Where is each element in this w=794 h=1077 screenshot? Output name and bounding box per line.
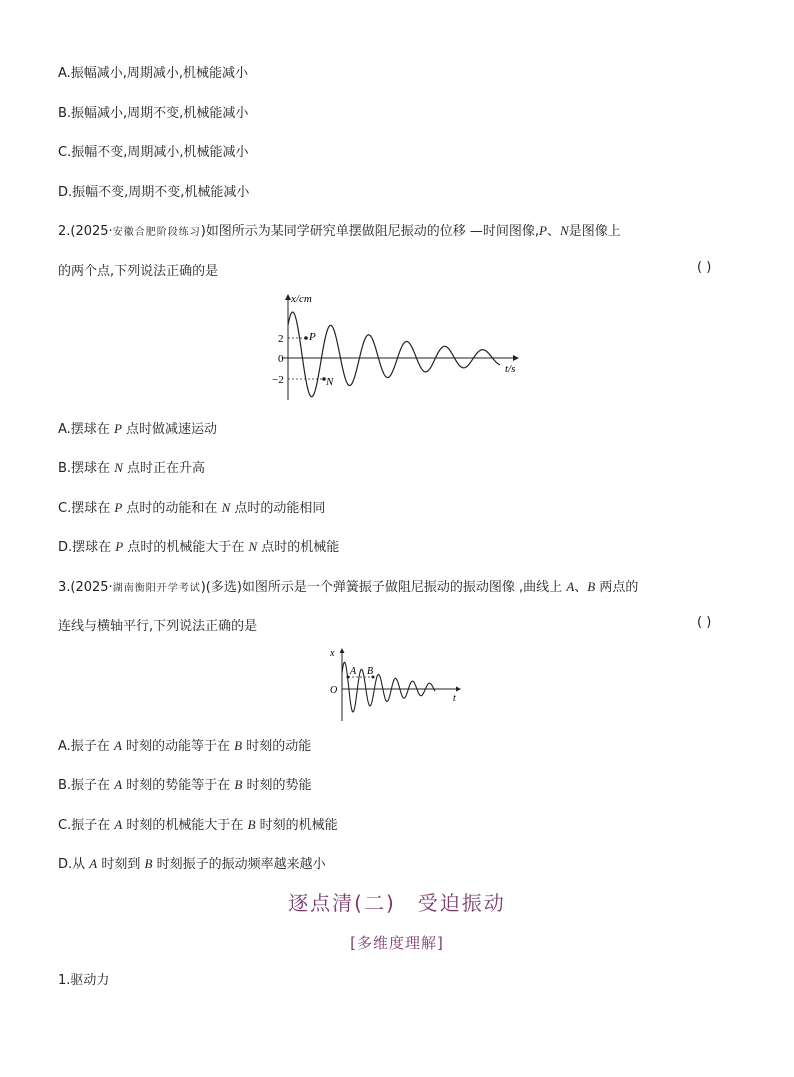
q2-opt-c-post: 点时的动能相同 bbox=[230, 501, 326, 516]
q3-opt-b-pre: B.振子在 bbox=[58, 778, 115, 793]
q3-opt-d-var2: B bbox=[144, 856, 153, 871]
q2-stem-end: 是图像上 bbox=[568, 224, 621, 239]
q3-option-a bbox=[58, 735, 311, 754]
q2-option-b bbox=[58, 457, 205, 476]
option-c-prev: C.振幅不变,周期减小,机械能减小 bbox=[58, 145, 249, 160]
q2-opt-b-pre: B.摆球在 bbox=[58, 461, 115, 476]
section-title: 逐点清(二) 受迫振动 bbox=[288, 891, 506, 915]
q3-option-d bbox=[58, 853, 326, 872]
q2-x-label: t/s bbox=[505, 363, 516, 375]
q2-stem-text: )如图所示为某同学研究单摆做阻尼振动的位移 —时间图像, bbox=[200, 224, 540, 239]
q3-point-b: B bbox=[367, 666, 374, 677]
q3-opt-c-post: 时刻的机械能 bbox=[255, 818, 338, 833]
q2-var-p: P bbox=[539, 223, 547, 238]
q3-var-a: A bbox=[566, 579, 575, 594]
q3-sep: 、 bbox=[574, 580, 588, 595]
q3-stem-line2: 连线与横轴平行,下列说法正确的是 bbox=[58, 619, 258, 634]
q3-opt-c-var2: B bbox=[247, 817, 256, 832]
q3-opt-a-mid: 时刻的动能等于在 bbox=[121, 739, 235, 754]
q3-stem-text: )(多选)如图所示是一个弹簧振子做阻尼振动的振动图像 ,曲线上 bbox=[200, 580, 567, 595]
q2-opt-c-var2: N bbox=[221, 500, 231, 515]
q3-opt-d-var: A bbox=[89, 856, 98, 871]
q2-answer-paren: ( ) bbox=[697, 260, 712, 275]
item-1-heading: 1.驱动力 bbox=[58, 973, 110, 988]
q3-option-c bbox=[58, 814, 338, 833]
q3-opt-d-mid: 时刻到 bbox=[97, 857, 145, 872]
q2-opt-c-pre: C.摆球在 bbox=[58, 501, 115, 516]
q2-tick-0: 0 bbox=[278, 353, 284, 365]
q3-opt-b-mid: 时刻的势能等于在 bbox=[122, 778, 235, 793]
q2-opt-d-post: 点时的机械能 bbox=[257, 540, 340, 555]
q2-opt-b-post: 点时正在升高 bbox=[122, 461, 205, 476]
q3-var-b: B bbox=[587, 579, 596, 594]
q2-option-c bbox=[58, 497, 325, 516]
q3-opt-d-post: 时刻振子的振动频率越来越小 bbox=[152, 857, 326, 872]
q3-stem-end: 两点的 bbox=[595, 580, 639, 595]
q2-tick-neg2: −2 bbox=[272, 374, 284, 386]
q2-source: 安徽合肥阶段练习 bbox=[112, 227, 201, 238]
q2-var-n: N bbox=[560, 223, 569, 238]
q2-sep: 、 bbox=[547, 224, 561, 239]
q2-point-p: P bbox=[309, 331, 316, 343]
q3-opt-a-var: A bbox=[113, 738, 122, 753]
q2-opt-a-var: P bbox=[113, 421, 122, 436]
q2-opt-c-mid: 点时的动能和在 bbox=[122, 501, 222, 516]
q3-opt-c-var: A bbox=[114, 817, 123, 832]
q3-opt-b-var: A bbox=[114, 777, 123, 792]
section-subtitle: [多维度理解] bbox=[350, 934, 444, 952]
q2-opt-c-var: P bbox=[114, 500, 123, 515]
q2-y-label: x/cm bbox=[291, 293, 312, 305]
q3-stem bbox=[58, 576, 638, 595]
q2-stem-line2: 的两个点,下列说法正确的是 bbox=[58, 264, 219, 279]
q2-opt-d-var: P bbox=[115, 539, 124, 554]
q3-graph bbox=[325, 645, 470, 725]
q3-source: 湖南衡阳开学考试 bbox=[112, 583, 201, 594]
q3-x-label: t bbox=[453, 693, 456, 704]
q3-opt-b-var2: B bbox=[234, 777, 243, 792]
q3-opt-c-mid: 时刻的机械能大于在 bbox=[122, 818, 248, 833]
q3-opt-c-pre: C.振子在 bbox=[58, 818, 115, 833]
q3-opt-a-var2: B bbox=[234, 738, 243, 753]
option-b-prev: B.振幅减小,周期不变,机械能减小 bbox=[58, 106, 249, 121]
option-a-prev: A.振幅减小,周期减小,机械能减小 bbox=[58, 66, 249, 81]
q2-opt-d-var2: N bbox=[248, 539, 258, 554]
q2-opt-d-pre: D.摆球在 bbox=[58, 540, 116, 555]
q2-opt-a-post: 点时做减速运动 bbox=[121, 422, 218, 437]
q3-opt-a-post: 时刻的动能 bbox=[242, 739, 312, 754]
q2-stem bbox=[58, 220, 621, 239]
q2-damped-curve bbox=[288, 312, 500, 397]
q2-graph bbox=[268, 290, 528, 405]
q3-opt-b-post: 时刻的势能 bbox=[242, 778, 312, 793]
q2-opt-a-pre: A.摆球在 bbox=[58, 422, 114, 437]
q3-option-b bbox=[58, 774, 312, 793]
q3-origin: O bbox=[330, 685, 338, 696]
q2-opt-b-var: N bbox=[114, 460, 123, 475]
q3-point-a: A bbox=[350, 666, 357, 677]
q2-tick-2: 2 bbox=[278, 333, 284, 345]
q3-opt-d-pre: D.从 bbox=[58, 857, 90, 872]
q3-y-label: x bbox=[330, 648, 335, 659]
q3-opt-a-pre: A.振子在 bbox=[58, 739, 114, 754]
q3-answer-paren: ( ) bbox=[697, 615, 712, 630]
q2-point-p-dot bbox=[304, 336, 308, 340]
q2-option-a bbox=[58, 418, 217, 437]
q2-opt-d-mid: 点时的机械能大于在 bbox=[123, 540, 249, 555]
q3-number: 3.(2025· bbox=[58, 580, 113, 595]
q2-point-n: N bbox=[326, 376, 334, 388]
option-d-prev: D.振幅不变,周期不变,机械能减小 bbox=[58, 185, 250, 200]
q2-option-d bbox=[58, 536, 339, 555]
q2-number: 2.(2025· bbox=[58, 224, 113, 239]
